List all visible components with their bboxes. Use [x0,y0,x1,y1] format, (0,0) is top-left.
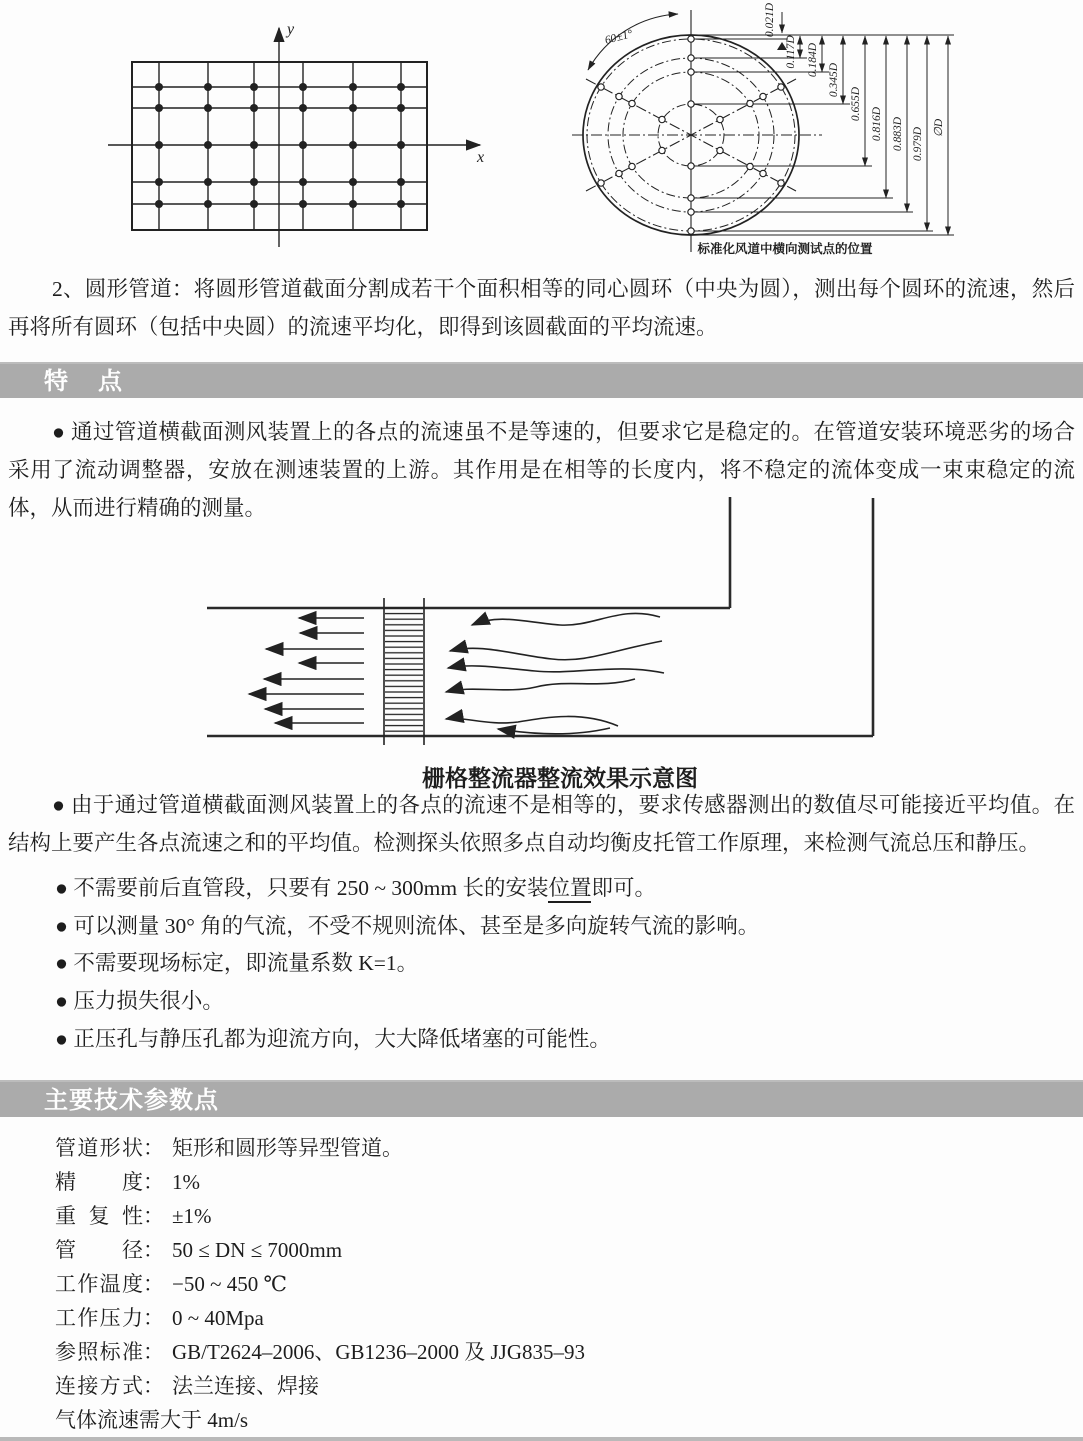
bullet-install-post: 即可。 [591,876,656,900]
param-row-connection [55,1369,1068,1403]
param-row-standards [55,1335,1068,1369]
bullet-calibration: ● 不需要现场标定，即流量系数 K=1。 [55,951,419,975]
bullet-install-pre: ● 不需要前后直管段，只要有 250 ~ 300mm 长的安装 [55,876,549,900]
parameters-list [8,1131,1068,1437]
bullet-pressure-loss: ● 压力损失很小。 [55,989,224,1013]
svg-text:0.655D: 0.655D [850,86,862,122]
param-row-accuracy [55,1165,1068,1199]
svg-text:0.816D: 0.816D [871,106,883,142]
laminar-flow-arrows [249,618,364,723]
x-axis-label: x [477,149,485,166]
param-row-repeatability [55,1199,1068,1233]
param-row-temperature [55,1267,1068,1301]
svg-text:0.345D: 0.345D [828,62,840,98]
param-colon: ： [143,1238,164,1262]
param-label: 精度 [55,1170,143,1194]
params-header-bar: 主要技术参数点 [0,1080,1083,1117]
param-value: 1% [172,1170,200,1194]
param-label: 连接方式 [55,1374,143,1398]
param-label: 工作温度 [55,1272,143,1296]
circular-duct-test-point-diagram [570,0,1083,262]
intro-paragraph: 2、圆形管道：将圆形管道截面分割成若干个面积相等的同心圆环（中央为圆），测出每个圆环的流速，然后再将所有圆环（包括中央圆）的流速平均化，即得到该圆截面的平均流速。 [8,277,1075,339]
features-paragraph-1: ● 通过管道横截面测风装置上的各点的流速虽不是等速的，但要求它是稳定的。在管道安装环境恶劣的场合采用了流动调整器，安放在测速装置的上游。其作用是在相等的长度内，将不稳定的流体变成一束束稳定的流体，从而进行精确的测量。 [8,420,1075,520]
svg-text:0.117D: 0.117D [785,35,797,69]
bullet-clogging: ● 正压孔与静压孔都为迎流方向，大大降低堵塞的可能性。 [55,1027,611,1051]
flow-straightener-diagram [180,495,900,760]
param-row-duct-shape [55,1131,1068,1165]
param-value: −50 ~ 450 ℃ [172,1272,287,1296]
straightener-grid [384,598,424,745]
param-value: 矩形和圆形等异型管道。 [172,1136,403,1160]
param-value: 50 ≤ DN ≤ 7000mm [172,1238,343,1262]
param-label: 参照标准 [55,1340,143,1364]
param-colon: ： [143,1170,164,1194]
y-axis-label: y [287,21,295,38]
flow-diagram-caption: 栅格整流器整流效果示意图 [422,766,698,791]
param-value: GB/T2624–2006、GB1236–2000 及 JJG835–93 [172,1340,586,1364]
svg-text:0.021D: 0.021D [764,2,776,38]
svg-text:0.184D: 0.184D [807,42,819,78]
param-colon: ： [143,1272,164,1296]
param-colon: ： [143,1340,164,1364]
param-row-diameter [55,1233,1068,1267]
svg-text:0.979D: 0.979D [912,126,924,162]
turbulent-streamlines [446,613,664,733]
svg-text:∅D: ∅D [933,118,945,138]
param-colon: ： [143,1136,164,1160]
axes [108,28,480,247]
param-colon: ： [143,1204,164,1228]
duct-walls [207,497,873,736]
circle-diagram-caption: 标准化风道中横向测试点的位置 [697,242,873,256]
angle-label: 60±1° [603,28,634,47]
svg-text:0.883D: 0.883D [892,116,904,152]
param-row-pressure [55,1301,1068,1335]
bullet-install-underlined: 位置 [548,876,591,903]
features-paragraph-2: ● 由于通过管道横截面测风装置上的各点的流速不是相等的，要求传感器测出的数值尽可能接近平均值。在结构上要产生各点流速之和的平均值。检测探头依照多点自动均衡皮托管工作原理，来检测气流总压和静压。 [8,793,1075,855]
param-label: 重复性 [55,1204,143,1228]
param-value: ±1% [172,1204,212,1228]
param-value: 0 ~ 40Mpa [172,1306,264,1330]
param-label: 管径 [55,1238,143,1262]
rect-duct-grid-diagram [95,10,500,260]
bullet-install-length [8,869,1075,907]
param-value: 法兰连接、焊接 [172,1374,319,1398]
page-bottom-strip [0,1437,1083,1441]
param-colon: ： [143,1306,164,1330]
param-label: 工作压力 [55,1306,143,1330]
param-colon: ： [143,1374,164,1398]
param-note-flow-speed: 气体流速需大于 4m/s [55,1408,249,1432]
features-header-bar: 特 点 [0,362,1083,398]
param-label: 管道形状 [55,1136,143,1160]
bullet-angle: ● 可以测量 30° 角的气流，不受不规则流体、甚至是多向旋转气流的影响。 [55,914,760,938]
